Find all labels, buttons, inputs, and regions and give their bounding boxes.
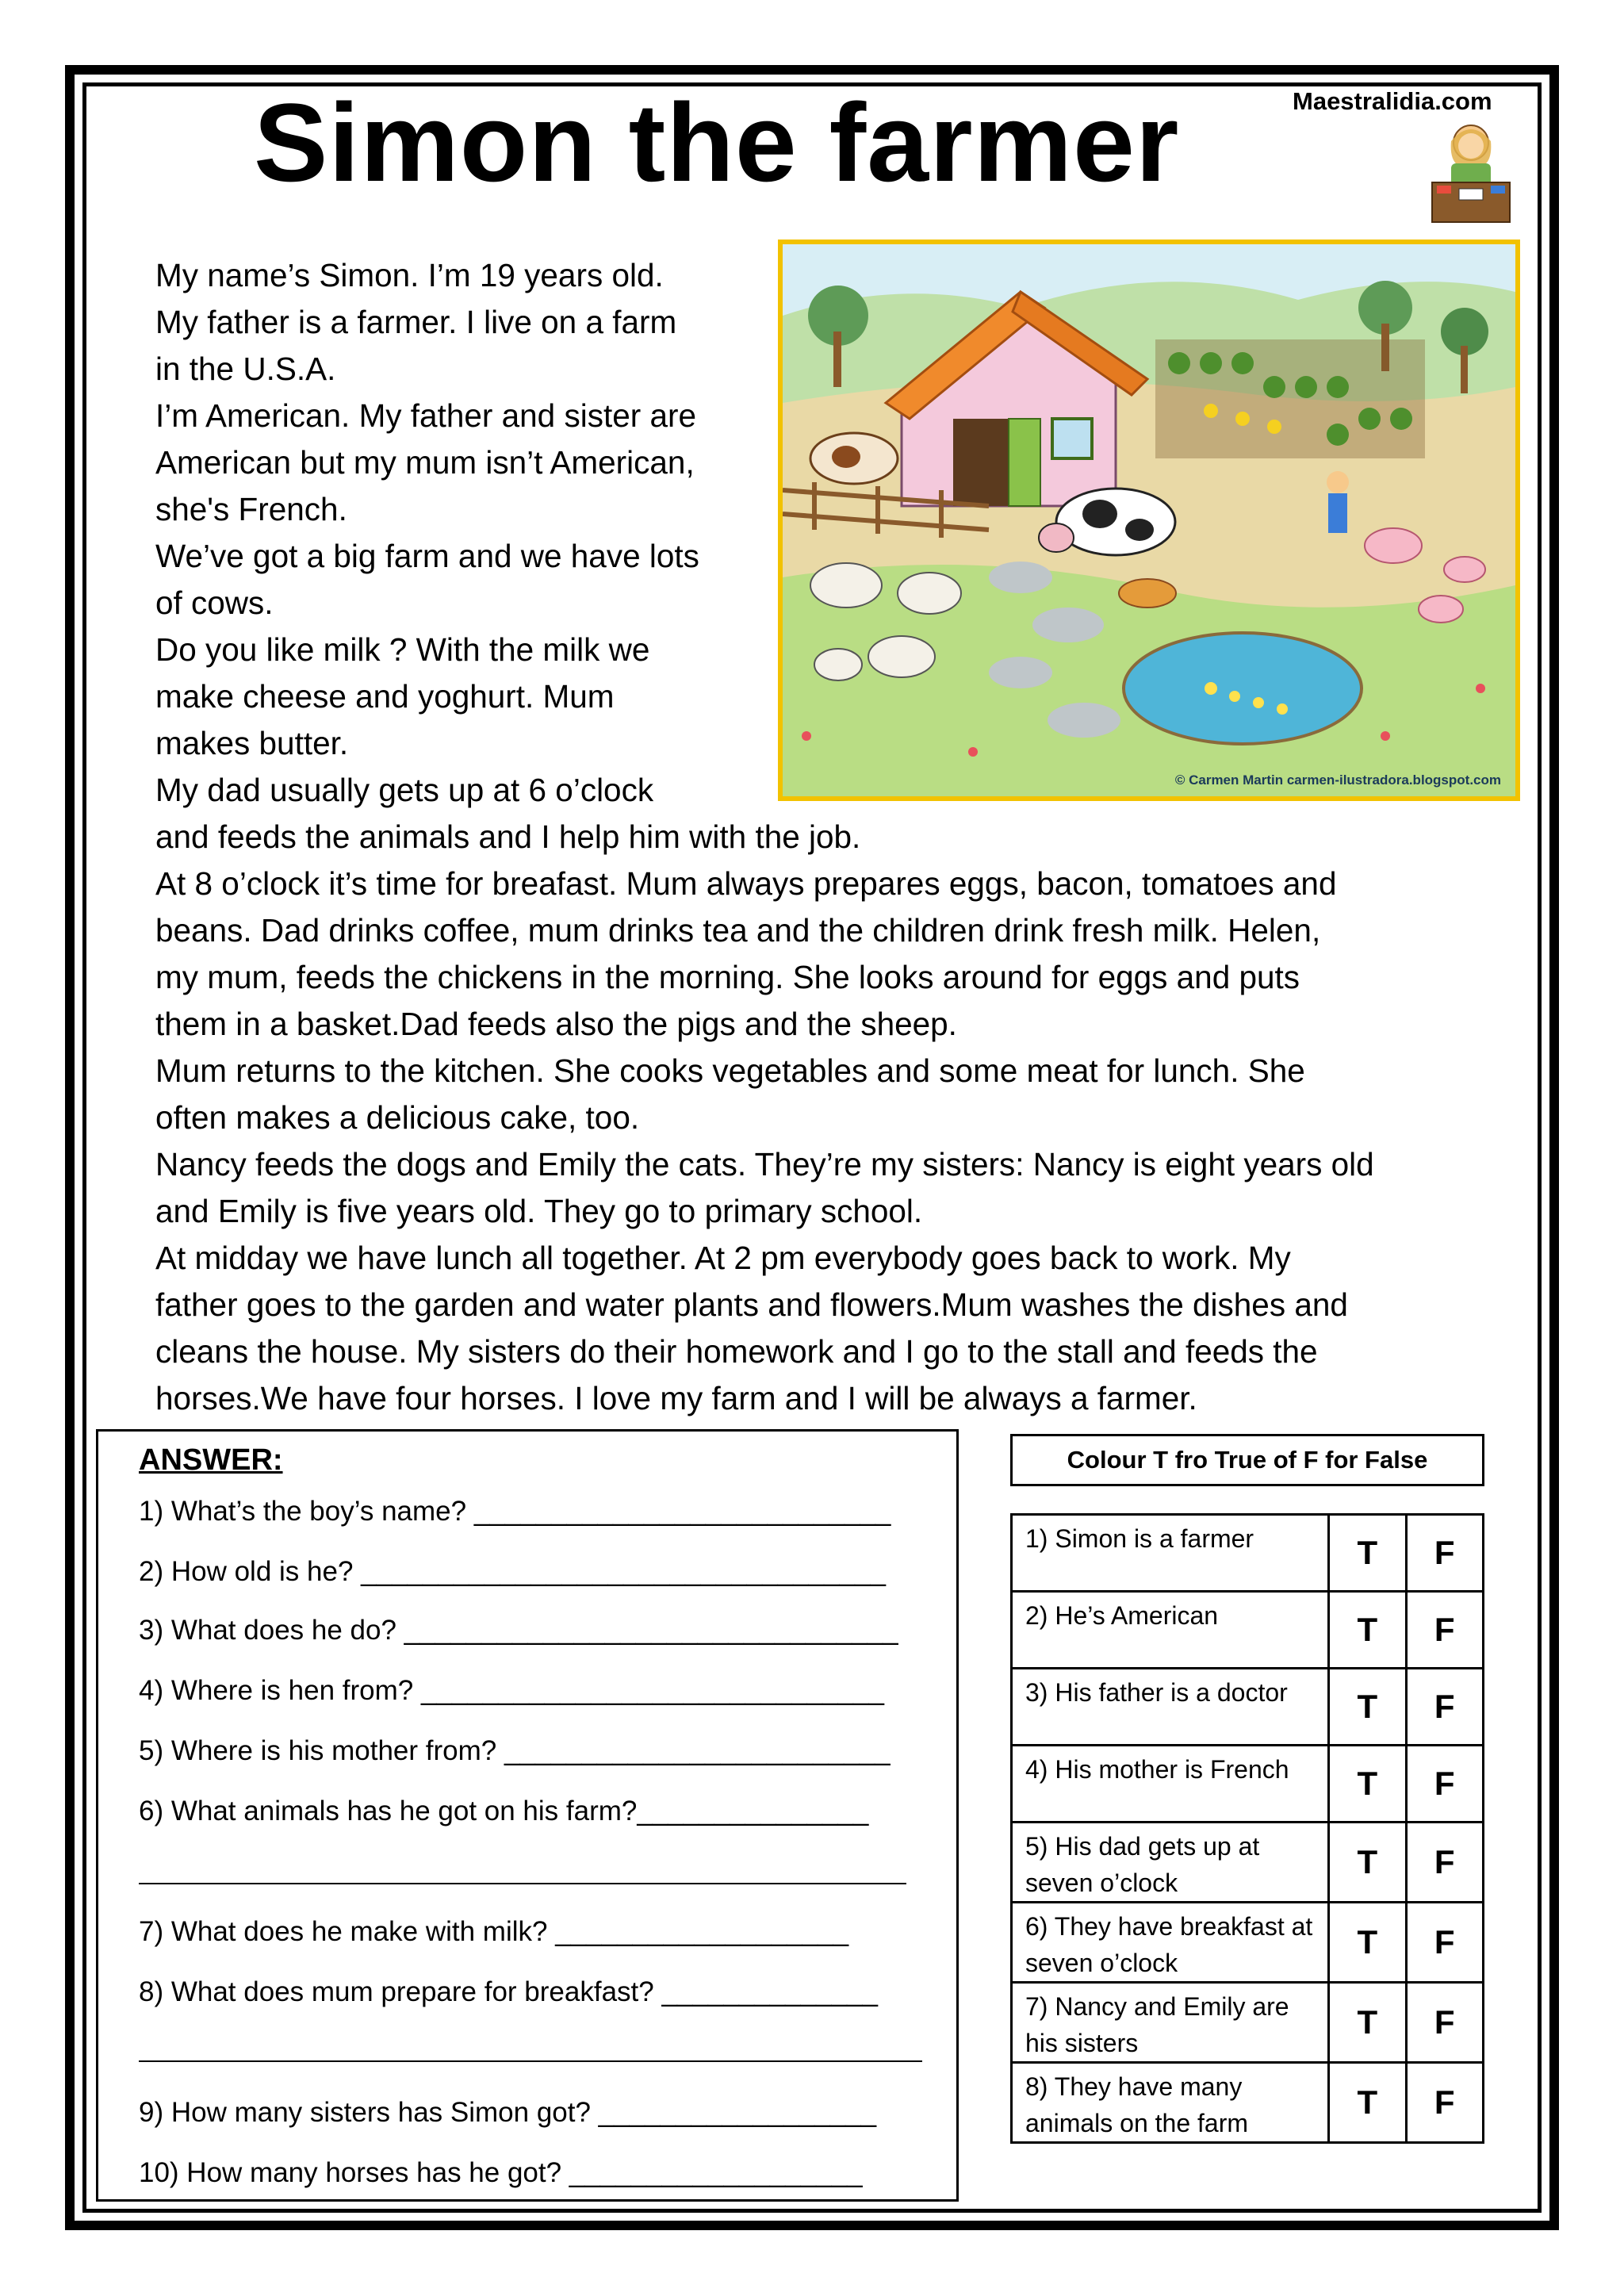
- false-option[interactable]: F: [1406, 1903, 1483, 1983]
- story-line: We’ve got a big farm and we have lots: [155, 538, 699, 574]
- question-10: 10) How many horses has he got? ___________________: [139, 2157, 863, 2188]
- tf-row: [1012, 1592, 1484, 1669]
- tf-row: [1012, 1823, 1484, 1903]
- story-line: father goes to the garden and water plants and flowers.Mum washes the dishes and: [155, 1286, 1348, 1323]
- story-line: she's French.: [155, 491, 347, 527]
- false-option[interactable]: F: [1406, 1515, 1483, 1592]
- story-line: cleans the house. My sisters do their homework and I go to the stall and feeds the: [155, 1333, 1318, 1370]
- question-5: 5) Where is his mother from? _________________________: [139, 1735, 891, 1766]
- question-4: 4) Where is hen from? ______________________________: [139, 1675, 884, 1706]
- false-option[interactable]: F: [1406, 1983, 1483, 2063]
- tf-row: [1012, 1515, 1484, 1592]
- true-option[interactable]: T: [1329, 1983, 1406, 2063]
- true-option[interactable]: T: [1329, 1746, 1406, 1823]
- story-line: My name’s Simon. I’m 19 years old.: [155, 257, 664, 293]
- question-2: 2) How old is he? __________________________________: [139, 1556, 886, 1587]
- story-line: them in a basket.Dad feeds also the pigs and the sheep.: [155, 1006, 957, 1042]
- story-line: My father is a farmer. I live on a farm: [155, 304, 677, 340]
- true-option[interactable]: T: [1329, 2063, 1406, 2143]
- true-option[interactable]: T: [1329, 1823, 1406, 1903]
- story-line: and feeds the animals and I help him with the job.: [155, 818, 861, 855]
- tf-statement: 7) Nancy and Emily are his sisters: [1012, 1983, 1329, 2063]
- false-option[interactable]: F: [1406, 1669, 1483, 1746]
- tf-statement: 4) His mother is French: [1012, 1746, 1329, 1823]
- story-line: At midday we have lunch all together. At 2 pm everybody goes back to work. My: [155, 1240, 1291, 1276]
- false-option[interactable]: F: [1406, 1592, 1483, 1669]
- story-line: makes butter.: [155, 725, 349, 761]
- question-8: 8) What does mum prepare for breakfast? ______________: [139, 1976, 878, 2007]
- story-line: and Emily is five years old. They go to primary school.: [155, 1193, 923, 1229]
- true-option[interactable]: T: [1329, 1515, 1406, 1592]
- tf-statement: 2) He’s American: [1012, 1592, 1329, 1669]
- story-line: At 8 o’clock it’s time for breafast. Mum always prepares eggs, bacon, tomatoes and: [155, 865, 1337, 902]
- question-6: 6) What animals has he got on his farm?_______________: [139, 1796, 869, 1826]
- story-line: in the U.S.A.: [155, 351, 336, 387]
- answer-heading: ANSWER:: [139, 1443, 283, 1477]
- tf-statement: 3) His father is a doctor: [1012, 1669, 1329, 1746]
- story-line: my mum, feeds the chickens in the morning. She looks around for eggs and puts: [155, 959, 1300, 995]
- question-9: 9) How many sisters has Simon got? __________________: [139, 2097, 877, 2128]
- story-line: My dad usually gets up at 6 o’clock: [155, 772, 654, 808]
- story-line: horses.We have four horses. I love my farm and I will be always a farmer.: [155, 1380, 1197, 1416]
- story-line: Mum returns to the kitchen. She cooks vegetables and some meat for lunch. She: [155, 1052, 1305, 1089]
- true-false-table: [1010, 1513, 1484, 2144]
- true-false-heading: Colour T fro True of F for False: [1010, 1434, 1484, 1486]
- story-line: I’m American. My father and sister are: [155, 397, 696, 434]
- answer-blank-line[interactable]: [139, 1883, 906, 1884]
- story-line: Nancy feeds the dogs and Emily the cats. They’re my sisters: Nancy is eight years old: [155, 1146, 1374, 1182]
- site-name: Maestralidia.com: [1293, 87, 1492, 115]
- true-option[interactable]: T: [1329, 1592, 1406, 1669]
- tf-statement: 8) They have many animals on the farm: [1012, 2063, 1329, 2143]
- teacher-logo-icon: [1427, 119, 1515, 230]
- tf-statement: 1) Simon is a farmer: [1012, 1515, 1329, 1592]
- story-line: of cows.: [155, 585, 274, 621]
- tf-statement: 5) His dad gets up at seven o’clock: [1012, 1823, 1329, 1903]
- question-3: 3) What does he do? ________________________________: [139, 1615, 898, 1646]
- tf-row: [1012, 1669, 1484, 1746]
- image-credit: © Carmen Martin carmen-ilustradora.blogspot.com: [1174, 772, 1501, 788]
- tf-row: [1012, 1903, 1484, 1983]
- true-option[interactable]: T: [1329, 1903, 1406, 1983]
- story-line: Do you like milk ? With the milk we: [155, 631, 650, 668]
- answer-blank-line[interactable]: [139, 2060, 922, 2062]
- tf-row: [1012, 1746, 1484, 1823]
- false-option[interactable]: F: [1406, 2063, 1483, 2143]
- question-1: 1) What’s the boy’s name? ___________________________: [139, 1496, 891, 1527]
- story-line: beans. Dad drinks coffee, mum drinks tea and the children drink fresh milk. Helen,: [155, 912, 1321, 949]
- story-line: American but my mum isn’t American,: [155, 444, 695, 481]
- story-line: often makes a delicious cake, too.: [155, 1099, 640, 1136]
- false-option[interactable]: F: [1406, 1746, 1483, 1823]
- question-7: 7) What does he make with milk? ___________________: [139, 1916, 849, 1947]
- tf-row: [1012, 1983, 1484, 2063]
- farm-illustration: [778, 240, 1520, 801]
- tf-statement: 6) They have breakfast at seven o’clock: [1012, 1903, 1329, 1983]
- story-line: make cheese and yoghurt. Mum: [155, 678, 615, 715]
- true-option[interactable]: T: [1329, 1669, 1406, 1746]
- page-title: Simon the farmer: [254, 80, 1180, 205]
- tf-row: [1012, 2063, 1484, 2143]
- false-option[interactable]: F: [1406, 1823, 1483, 1903]
